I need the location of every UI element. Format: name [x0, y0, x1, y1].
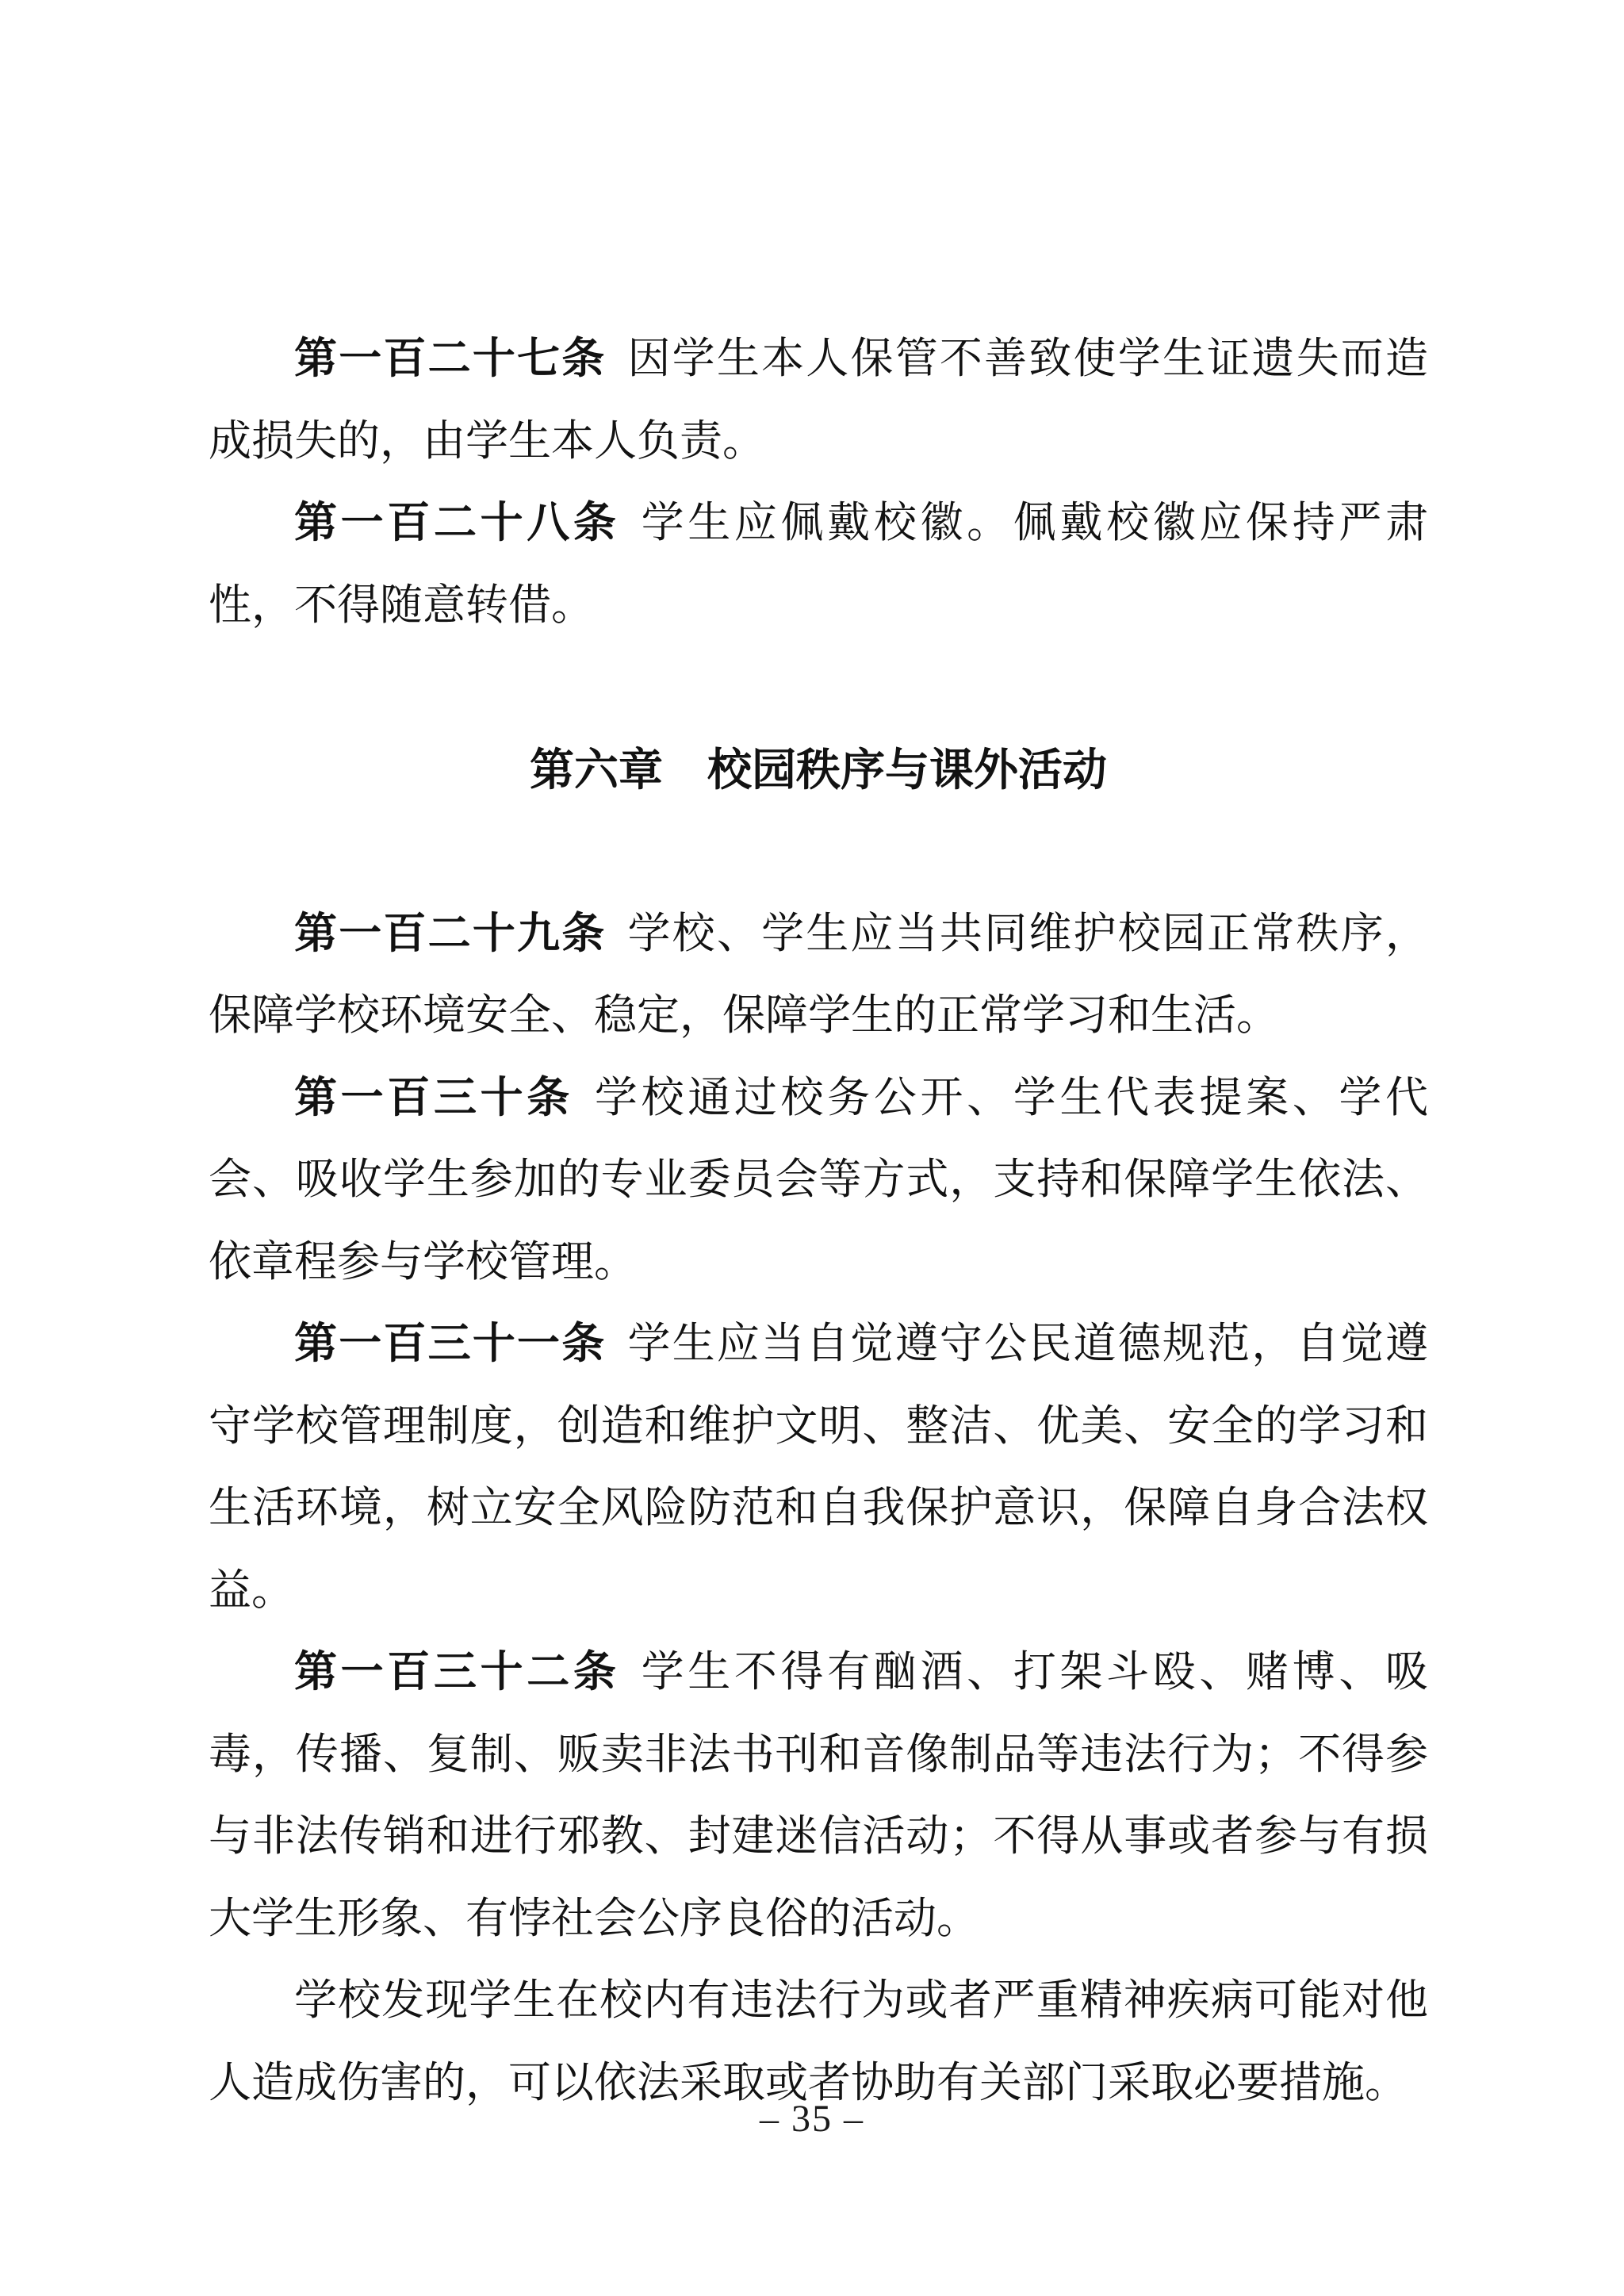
article-paragraph-131 [209, 1303, 1428, 1631]
article-number: 第一百二十八条 [294, 499, 620, 546]
article-paragraph-129 [209, 893, 1428, 1057]
article-paragraph-132 [209, 1631, 1428, 1960]
article-number: 第一百二十九条 [294, 909, 607, 957]
article-paragraph-128 [209, 482, 1428, 646]
article-text: 学生不得有酗酒、打架斗殴、赌博、吸毒，传播、复制、贩卖非法书刊和音像制品等违法行为；不得参与非法传销和进行邪教、封建迷信活动；不得从事或者参与有损大学生形象、有悖社会公序良俗的活动。 [209, 1648, 1429, 1942]
document-body [209, 318, 1428, 2124]
page-number: – 35 – [760, 2098, 864, 2140]
article-number: 第一百三十二条 [294, 1648, 620, 1696]
article-text: 学校通过校务公开、学生代表提案、学代会、吸收学生参加的专业委员会等方式，支持和保障学生依法、依章程参与学校管理。 [209, 1073, 1429, 1286]
closing-paragraph: 学校发现学生在校内有违法行为或者严重精神疾病可能对他人造成伤害的，可以依法采取或者协助有关部门采取必要措施。 [209, 1976, 1428, 2106]
article-text: 学生应佩戴校徽。佩戴校徽应保持严肃性，不得随意转借。 [209, 499, 1429, 629]
chapter-heading: 第六章 校园秩序与课外活动 [530, 744, 1107, 795]
article-text: 学校、学生应当共同维护校园正常秩序，保障学校环境安全、稳定，保障学生的正常学习和生活。 [209, 909, 1429, 1039]
article-number: 第一百二十七条 [294, 335, 607, 382]
article-text: 学生应当自觉遵守公民道德规范，自觉遵守学校管理制度，创造和维护文明、整洁、优美、安全的学习和生活环境，树立安全风险防范和自我保护意识，保障自身合法权益。 [209, 1320, 1429, 1614]
article-text: 因学生本人保管不善致使学生证遗失而造成损失的，由学生本人负责。 [209, 335, 1429, 465]
article-number: 第一百三十一条 [294, 1320, 607, 1367]
article-paragraph-130 [209, 1057, 1428, 1304]
article-paragraph-127 [209, 318, 1428, 482]
article-number: 第一百三十条 [294, 1073, 573, 1121]
